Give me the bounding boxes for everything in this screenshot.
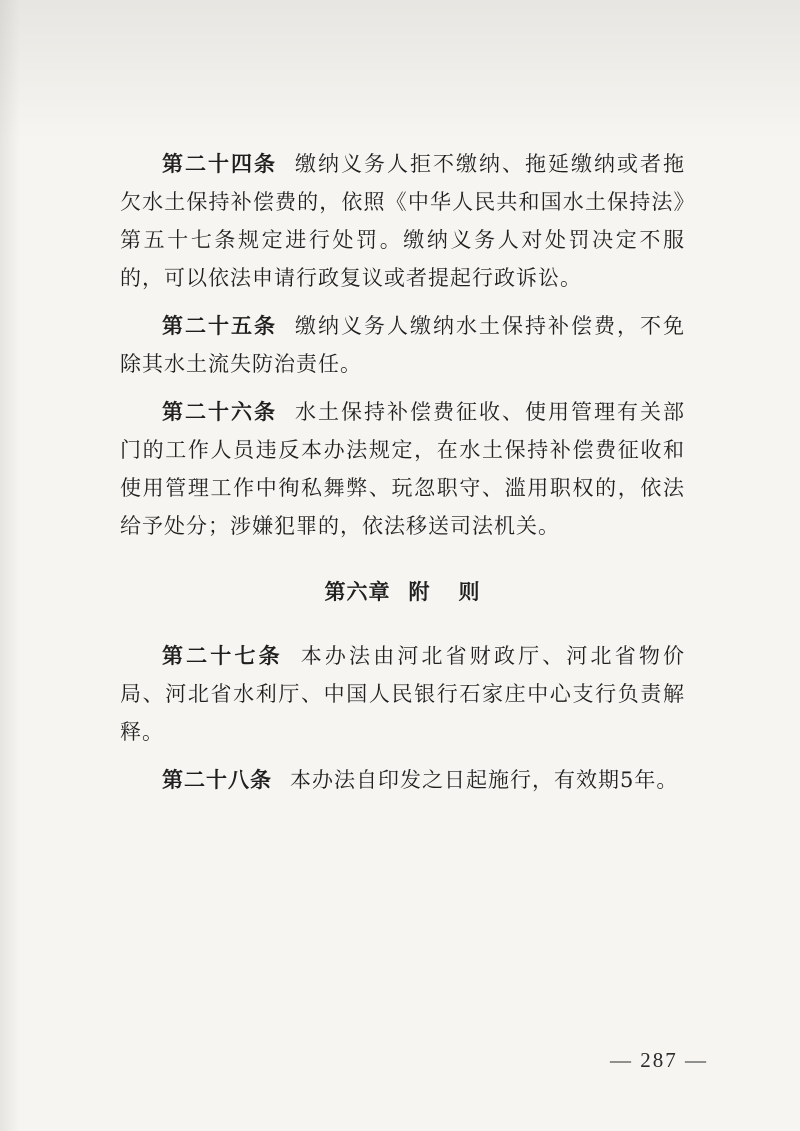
article-text: 本办法由河北省财政厅、河北省物价局、河北省水利厅、中国人民银行石家庄中心支行负责解释。 — [120, 644, 685, 744]
article-number: 第二十七条 — [162, 644, 283, 668]
article-25 — [120, 307, 685, 383]
article-26 — [120, 393, 685, 545]
article-text: 缴纳义务人缴纳水土保持补偿费，不免除其水土流失防治责任。 — [120, 314, 685, 376]
chapter-title-part2: 则 — [458, 580, 481, 604]
chapter-title-part1: 附 — [408, 580, 431, 604]
document-body — [120, 145, 685, 799]
article-27 — [120, 637, 685, 751]
article-text: 本办法自印发之日起施行，有效期5年。 — [290, 768, 679, 792]
article-number: 第二十五条 — [162, 314, 277, 338]
article-text: 缴纳义务人拒不缴纳、拖延缴纳或者拖欠水土保持补偿费的，依照《中华人民共和国水土保持法》第五十七条规定进行处罚。缴纳义务人对处罚决定不服的，可以依法申请行政复议或者提起行政诉讼。 — [120, 152, 685, 290]
article-text: 水土保持补偿费征收、使用管理有关部门的工作人员违反本办法规定，在水土保持补偿费征收和使用管理工作中徇私舞弊、玩忽职守、滥用职权的，依法给予处分；涉嫌犯罪的，依法移送司法机关。 — [120, 400, 685, 538]
chapter-number: 第六章 — [324, 580, 391, 604]
article-number: 第二十六条 — [162, 400, 277, 424]
article-24 — [120, 145, 685, 297]
article-number: 第二十四条 — [162, 152, 277, 176]
page-number: — 287 — — [610, 1048, 708, 1072]
scan-shadow — [0, 0, 800, 140]
scan-shadow-left — [0, 0, 20, 1131]
article-number: 第二十八条 — [162, 768, 272, 792]
article-28 — [120, 761, 685, 799]
chapter-heading — [120, 573, 685, 611]
